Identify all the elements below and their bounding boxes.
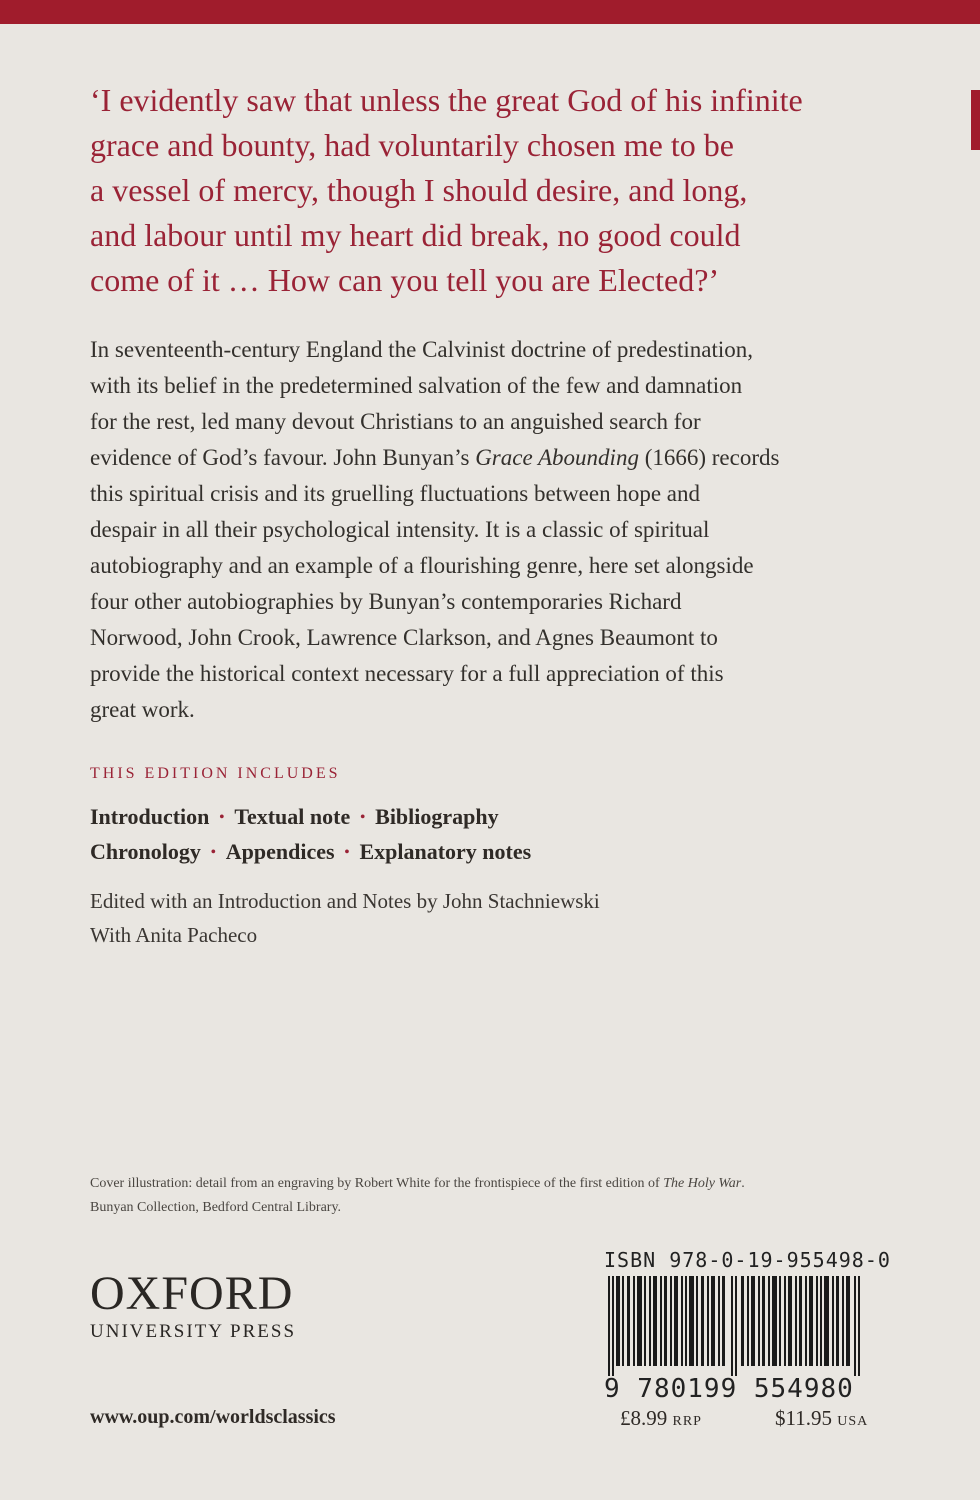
isbn-label: ISBN 978-0-19-955498-0 <box>604 1248 891 1272</box>
cover-note-title: The Holy War <box>663 1176 742 1191</box>
epigraph-line: a vessel of mercy, though I should desire, and long, <box>90 172 748 208</box>
includes-row <box>90 800 890 835</box>
cover-note-line: Bunyan Collection, Bedford Central Library. <box>90 1200 342 1215</box>
description-line <box>90 440 890 476</box>
includes-item: Bibliography <box>375 804 499 829</box>
description-line: provide the historical context necessary for a full appreciation of this <box>90 661 724 686</box>
description-line: great work. <box>90 697 195 722</box>
description-text: (1666) records <box>638 445 780 470</box>
edition-includes-list <box>90 800 890 870</box>
cover-note-text: Cover illustration: detail from an engraving by Robert White for the frontispiece of the first edition of <box>90 1176 664 1191</box>
description-line: four other autobiographies by Bunyan’s contemporaries Richard <box>90 589 682 614</box>
description-line: despair in all their psychological intensity. It is a classic of spiritual <box>90 517 710 542</box>
includes-item: Explanatory notes <box>359 839 532 864</box>
book-description <box>90 332 890 728</box>
barcode-digits: 9 780199 554980 <box>604 1374 854 1404</box>
price-usd-suffix: USA <box>837 1414 869 1429</box>
description-line: this spiritual crisis and its gruelling fluctuations between hope and <box>90 481 701 506</box>
includes-item: Appendices <box>225 839 335 864</box>
includes-item: Chronology <box>90 839 201 864</box>
bullet-icon: • <box>344 845 350 860</box>
epigraph-line: ‘I evidently saw that unless the great God of his infinite <box>90 82 803 118</box>
epigraph-line: grace and bounty, had voluntarily chosen me to be <box>90 127 734 163</box>
description-text: evidence of God’s favour. John Bunyan’s <box>90 445 476 470</box>
includes-row <box>90 835 890 870</box>
price-gbp-suffix: RRP <box>672 1414 702 1429</box>
top-color-band <box>0 0 980 24</box>
editor-credits <box>90 884 890 952</box>
price-usd-value: $11.95 <box>775 1406 832 1430</box>
publisher-name: OXFORD <box>90 1267 294 1320</box>
description-line: autobiography and an example of a flourishing genre, here set alongside <box>90 553 754 578</box>
includes-item: Introduction <box>90 804 210 829</box>
co-editor-line: With Anita Pacheco <box>90 923 258 947</box>
bullet-icon: • <box>360 810 366 825</box>
description-line: for the rest, led many devout Christians to an anguished search for <box>90 409 701 434</box>
publisher-website-link[interactable]: www.oup.com/worldsclassics <box>90 1406 336 1428</box>
editor-line: Edited with an Introduction and Notes by John Stachniewski <box>90 889 600 913</box>
description-line: Norwood, John Crook, Lawrence Clarkson, and Agnes Beaumont to <box>90 625 718 650</box>
publisher-logo <box>90 1268 296 1344</box>
book-title-italic: Grace Abounding <box>475 445 639 470</box>
price-gbp <box>620 1406 702 1431</box>
price-gbp-value: £8.99 <box>620 1406 668 1430</box>
bullet-icon: • <box>210 845 216 860</box>
bullet-icon: • <box>219 810 225 825</box>
cover-illustration-note <box>90 1172 910 1220</box>
epigraph-quote <box>90 78 890 303</box>
edition-includes-heading: THIS EDITION INCLUDES <box>90 765 341 782</box>
includes-item: Textual note <box>234 804 351 829</box>
barcode-block <box>604 1248 894 1404</box>
barcode-icon <box>604 1276 866 1376</box>
epigraph-line: and labour until my heart did break, no good could <box>90 217 741 253</box>
spine-edge-mark <box>971 90 980 150</box>
description-line: with its belief in the predetermined salvation of the few and damnation <box>90 373 743 398</box>
description-line: In seventeenth-century England the Calvinist doctrine of predestination, <box>90 337 753 362</box>
epigraph-line: come of it … How can you tell you are Elected?’ <box>90 262 720 298</box>
publisher-subtitle: UNIVERSITY PRESS <box>90 1321 297 1342</box>
cover-note-text: . <box>741 1176 745 1191</box>
price-usd <box>775 1406 868 1431</box>
cover-note-line <box>90 1172 910 1196</box>
